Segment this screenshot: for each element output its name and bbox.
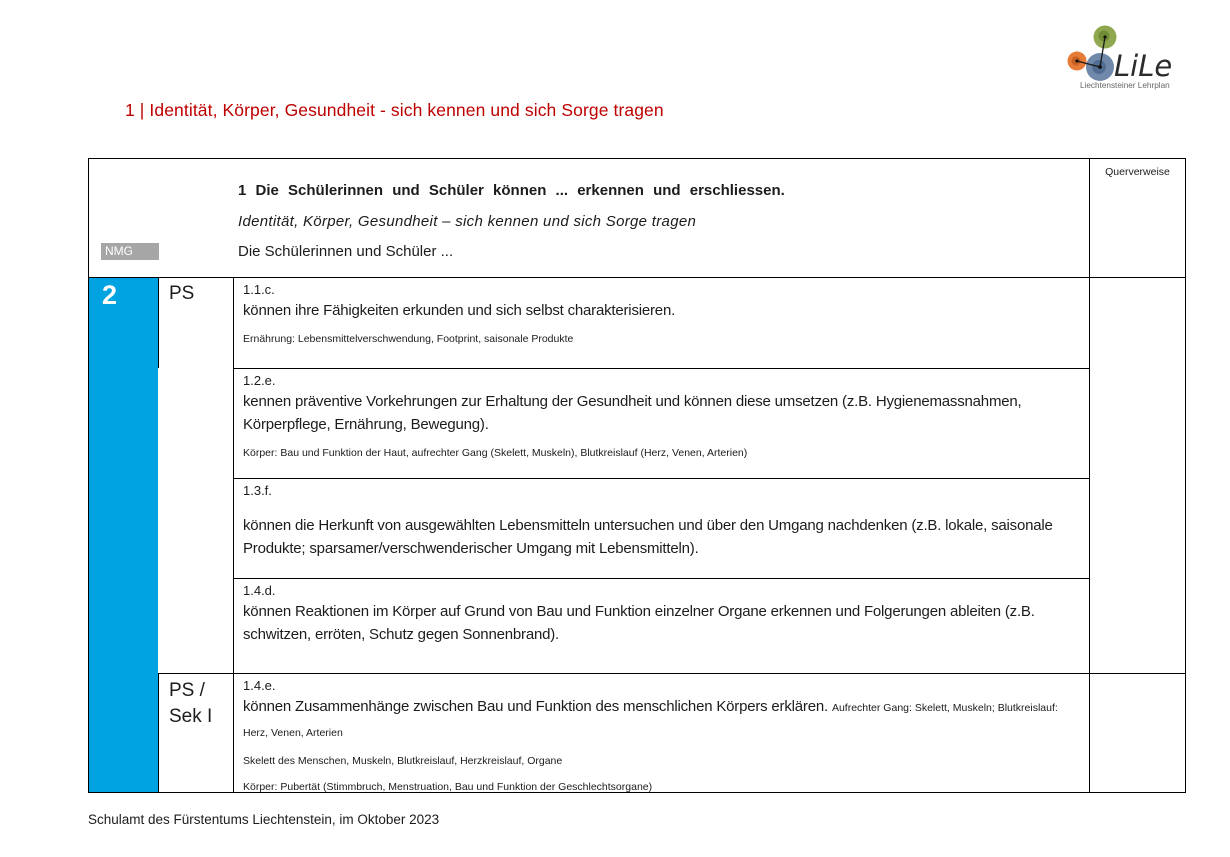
competency-note: Körper: Bau und Funktion der Haut, aufrechter Gang (Skelett, Muskeln), Blutkreislauf (Herz, Venen, Arterien) — [243, 447, 748, 459]
level-cell-ps-sek1 — [158, 673, 233, 792]
competency-row-1.4.d — [234, 578, 1089, 673]
competency-note: Ernährung: Lebensmittelverschwendung, Footprint, saisonale Produkte — [243, 333, 574, 345]
competency-theme: Identität, Körper, Gesundheit – sich kennen und sich Sorge tragen — [238, 213, 697, 230]
competency-note-inline: Aufrechter Gang: Skelett, Muskeln; Blutkreislauf: Herz, Venen, Arterien — [243, 702, 1058, 739]
competency-code: 1.2.e. — [243, 373, 276, 388]
level-cell-ps: PS — [158, 278, 233, 673]
crossref-column-header: Querverweise — [1089, 159, 1185, 277]
crossref-column — [1089, 278, 1185, 792]
page-footer: Schulamt des Fürstentums Liechtenstein, im Oktober 2023 — [88, 812, 440, 827]
subject-badge: NMG — [101, 243, 159, 260]
competency-code: 1.4.e. — [243, 678, 276, 693]
competency-code: 1.1.c. — [243, 282, 275, 297]
competency-row-1.2.e — [234, 368, 1089, 478]
cycle-column — [89, 278, 158, 792]
logo-tagline: Liechtensteiner Lehrplan — [1080, 81, 1170, 90]
table-header-text — [238, 182, 1079, 260]
competency-text: können ihre Fähigkeiten erkunden und sich selbst charakterisieren. — [243, 302, 676, 319]
competency-note: Skelett des Menschen, Muskeln, Blutkreislauf, Herzkreislauf, Organe — [243, 755, 563, 767]
competency-row-1.1.c — [234, 278, 1089, 368]
curriculum-table — [88, 158, 1186, 793]
table-header-main-cell — [89, 159, 1089, 277]
table-body — [89, 278, 1185, 792]
competency-code: 1.4.d. — [243, 583, 276, 598]
competency-text: kennen präventive Vorkehrungen zur Erhaltung der Gesundheit und können diese umsetzen (z.B. Hygienemassnahmen, Körperpflege, Ernährung, Bewegung). — [243, 393, 1022, 433]
level-ps-sek1-line1: PS / — [169, 680, 205, 701]
competency-code: 1.3.f. — [243, 483, 272, 498]
competency-text: können Reaktionen im Körper auf Grund von Bau und Funktion einzelner Organe erkennen und Folgerungen ableiten (z.B. schwitzen, erröten, Schutz gegen Sonnenbrand). — [243, 603, 1035, 643]
competency-note: Körper: Pubertät (Stimmbruch, Menstruation, Bau und Funktion der Geschlechtsorgane) — [243, 781, 653, 792]
competency-text-main: können Zusammenhänge zwischen Bau und Funktion des menschlichen Körpers erklären. — [243, 698, 828, 715]
competency-column — [233, 278, 1089, 792]
level-column — [158, 278, 233, 792]
competency-row-1.4.e — [234, 673, 1089, 792]
competency-text: können die Herkunft von ausgewählten Lebensmitteln untersuchen und über den Umgang nachdenken (z.B. lokale, saisonale Produkte; sparsamer/verschwenderischer Umgang mit Lebensmitteln). — [243, 517, 1053, 557]
level-ps-sek1-line2: Sek I — [169, 706, 213, 727]
cycle-number: 2 — [102, 280, 118, 310]
page-title: 1 | Identität, Körper, Gesundheit - sich kennen und sich Sorge tragen — [125, 100, 664, 120]
crossref-cell-lower — [1090, 673, 1185, 792]
competency-title: 1 Die Schülerinnen und Schüler können ... erkennen und erschliessen. — [238, 182, 785, 199]
crossref-cell-upper — [1090, 278, 1185, 673]
lile-logo — [1050, 18, 1200, 98]
table-header-row — [89, 159, 1185, 278]
competency-row-1.3.f — [234, 478, 1089, 578]
competency-intro: Die Schülerinnen und Schüler ... — [238, 243, 454, 260]
competency-text — [243, 695, 1079, 745]
logo-wordmark: LiLe — [1114, 49, 1173, 83]
